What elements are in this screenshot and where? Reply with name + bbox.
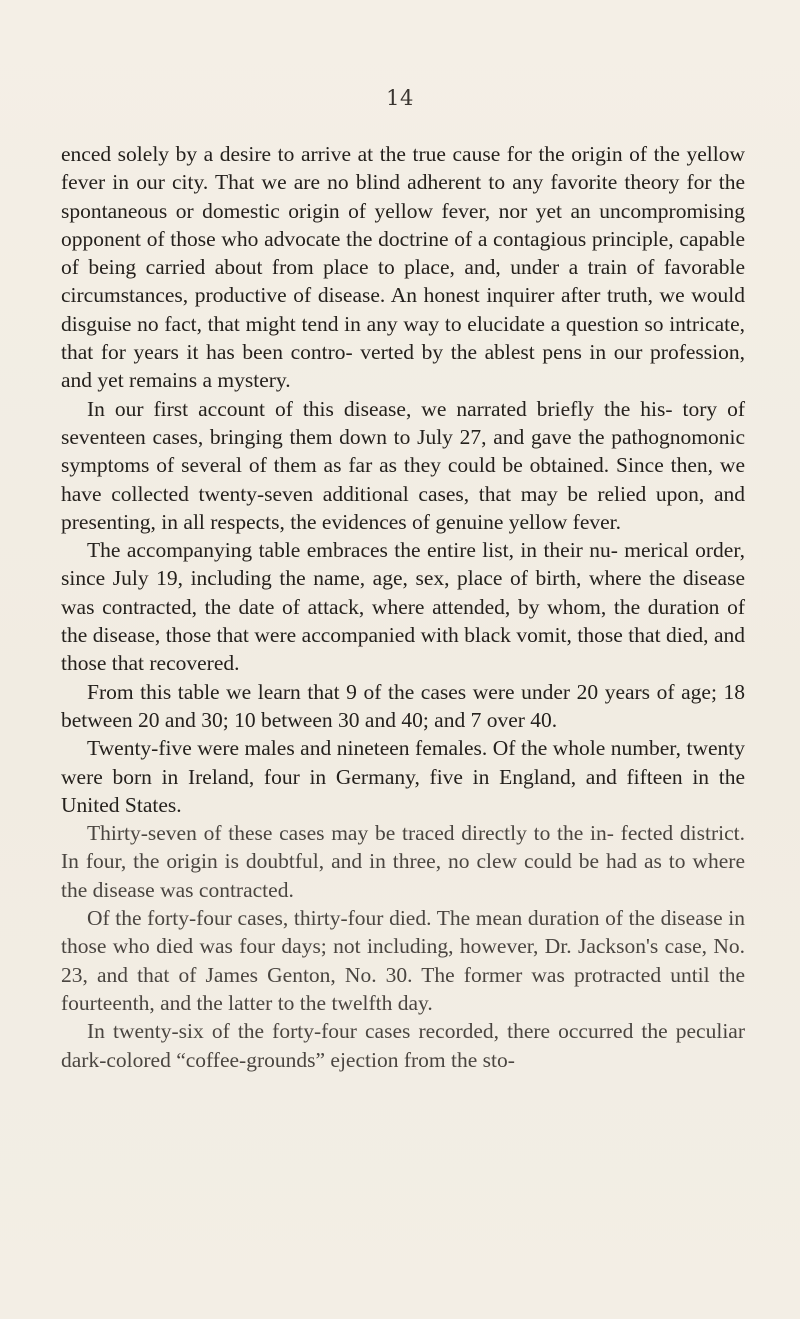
paragraph-black-vomit: In twenty-six of the forty-four cases recorded, there occurred the peculiar dark-colored “coffee-grounds” ejection from the sto- xyxy=(61,1019,745,1072)
paragraph-sex-and-birthplace: Twenty-five were males and nineteen females. Of the whole number, twenty were born in Ireland, four in Germany, five in England, and fifteen in the United States. xyxy=(61,736,745,817)
paragraph-infected-district: Thirty-seven of these cases may be traced directly to the in- fected district. In four, the origin is doubtful, and in three, no clew could be had as to where the disease was contracted. xyxy=(61,821,745,902)
paragraph-accompanying-table: The accompanying table embraces the entire list, in their nu- merical order, since July 19, including the name, age, sex, place of birth, where the disease was contracted, the date of attack, where attended, by whom, the duration of the disease, those that were accompanied with black vomit, those that died, and those that recovered. xyxy=(61,538,745,676)
paragraph-first-account: In our first account of this disease, we narrated briefly the his- tory of seventeen cases, bringing them down to July 27, and gave the pathognomonic symptoms of several of them as far as they could be obtained. Since then, we have collected twenty-seven additional cases, that may be relied upon, and presenting, in all respects, the evidences of genuine yellow fever. xyxy=(61,396,745,534)
body-text xyxy=(61,140,745,1074)
paragraph-age-distribution: From this table we learn that 9 of the cases were under 20 years of age; 18 between 20 and 30; 10 between 30 and 40; and 7 over 40. xyxy=(61,679,745,732)
paragraph-mortality: Of the forty-four cases, thirty-four died. The mean duration of the disease in those who died was four days; not including, however, Dr. Jackson's case, No. 23, and that of James Genton, No. 30. The former was protracted until the fourteenth, and the latter to the twelfth day. xyxy=(61,906,745,1015)
page-number: 14 xyxy=(386,86,414,110)
paragraph-continuation: enced solely by a desire to arrive at the true cause for the origin of the yellow fever in our city. That we are no blind adherent to any favorite theory for the spontaneous or domestic origin of yellow fever, nor yet an uncompromising opponent of those who advocate the doctrine of a contagious principle, capable of being carried about from place to place, and, under a train of favorable circumstances, productive of disease. An honest inquirer after truth, we would disguise no fact, that might tend in any way to elucidate a question so intricate, that for years it has been contro- verted by the ablest pens in our profession, and yet remains a mystery. xyxy=(61,142,745,393)
